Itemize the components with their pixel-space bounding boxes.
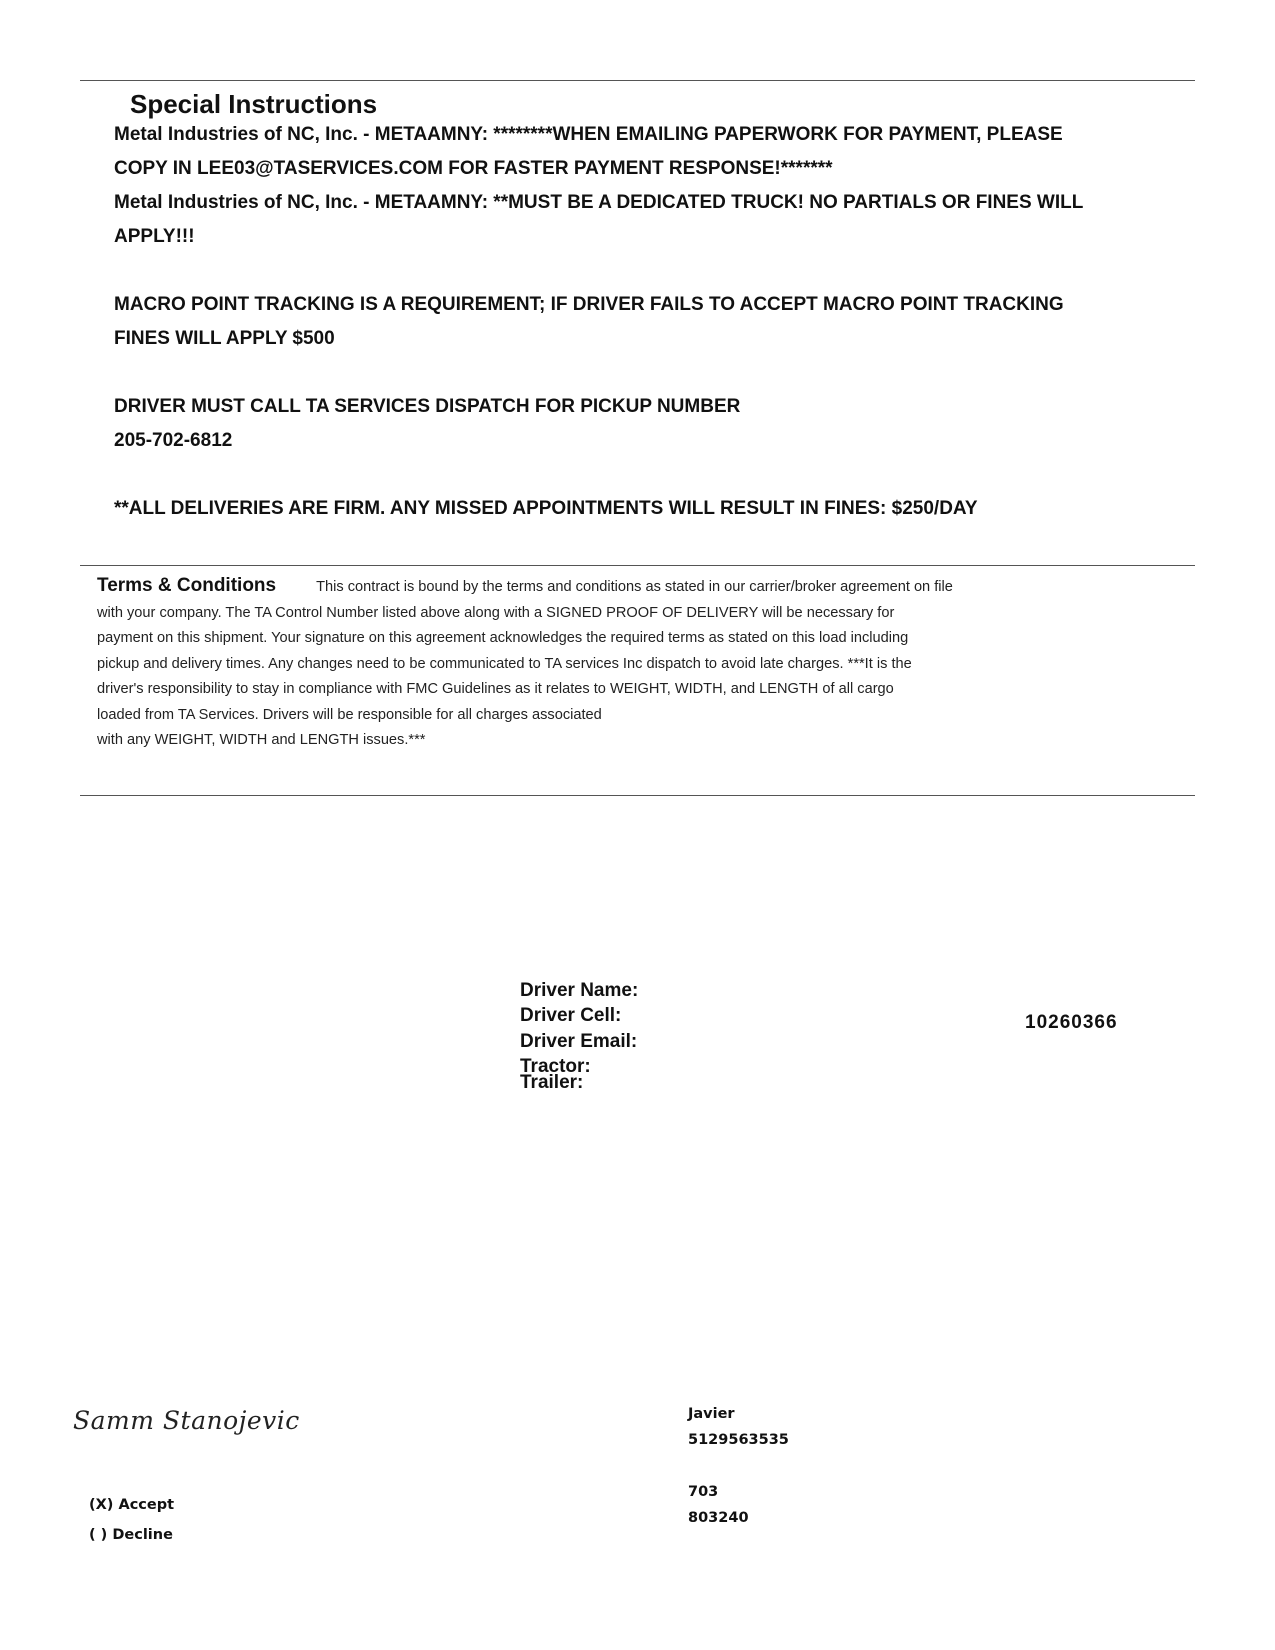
spacer: [114, 458, 1194, 492]
instruction-line: APPLY!!!: [114, 226, 195, 247]
spacer: [114, 254, 1194, 288]
driver-name-label: Driver Name:: [520, 980, 639, 1001]
terms-line: driver's responsibility to stay in compliance with FMC Guidelines as it relates to WEIGHT, WIDTH, and LENGTH of all cargo: [97, 681, 894, 697]
terms-line: pickup and delivery times. Any changes need to be communicated to TA services Inc dispatch to avoid late charges. ***It is the: [97, 655, 912, 672]
instruction-line: DRIVER MUST CALL TA SERVICES DISPATCH FOR PICKUP NUMBER: [114, 396, 741, 417]
instruction-line: Metal Industries of NC, Inc. - METAAMNY: ********WHEN EMAILING PAPERWORK FOR PAYMENT, PLEASE: [114, 124, 1063, 145]
tractor-value: 703: [688, 1484, 719, 1500]
accept-option[interactable]: (X) Accept: [89, 1497, 175, 1513]
instruction-line: COPY IN LEE03@TASERVICES.COM FOR FASTER PAYMENT RESPONSE!*******: [114, 158, 833, 179]
terms-title: Terms & Conditions: [97, 575, 277, 596]
control-number: 10260366: [1025, 1012, 1118, 1033]
signature: Samm Stanojevic: [73, 1406, 300, 1435]
instruction-line: 205-702-6812: [114, 430, 233, 451]
special-instructions-title: Special Instructions: [130, 89, 378, 119]
terms-line: with any WEIGHT, WIDTH and LENGTH issues.***: [97, 732, 426, 748]
special-instructions-body: [114, 118, 1194, 526]
driver-cell-label: Driver Cell:: [520, 1005, 622, 1026]
instruction-line: FINES WILL APPLY $500: [114, 328, 335, 349]
driver-email-label: Driver Email:: [520, 1031, 638, 1052]
tractor-label: Tractor:: [520, 1056, 591, 1077]
decline-option[interactable]: ( ) Decline: [89, 1527, 173, 1543]
terms-divider: [80, 565, 1195, 566]
terms-line: This contract is bound by the terms and conditions as stated in our carrier/broker agreement on file: [316, 579, 953, 595]
trailer-value: 803240: [688, 1510, 749, 1526]
spacer: [114, 356, 1194, 390]
instruction-line: **ALL DELIVERIES ARE FIRM. ANY MISSED APPOINTMENTS WILL RESULT IN FINES: $250/DAY: [114, 498, 978, 519]
driver-cell-value: 5129563535: [688, 1432, 789, 1448]
terms-first-line: [97, 573, 1097, 601]
terms-line: with your company. The TA Control Number listed above along with a SIGNED PROOF OF DELIVERY will be necessary for: [97, 604, 895, 621]
terms-and-conditions: [97, 573, 1097, 754]
top-divider: [80, 80, 1195, 81]
terms-line: loaded from TA Services. Drivers will be responsible for all charges associated: [97, 706, 602, 723]
driver-name-value: Javier: [688, 1406, 735, 1422]
instruction-line: MACRO POINT TRACKING IS A REQUIREMENT; IF DRIVER FAILS TO ACCEPT MACRO POINT TRACKING: [114, 294, 1064, 315]
bottom-divider: [80, 795, 1195, 796]
terms-line: payment on this shipment. Your signature on this agreement acknowledges the required terms as stated on this load including: [97, 630, 909, 646]
instruction-line: Metal Industries of NC, Inc. - METAAMNY: **MUST BE A DEDICATED TRUCK! NO PARTIALS OR FINES WILL: [114, 192, 1084, 213]
trailer-label: Trailer:: [520, 1072, 584, 1093]
